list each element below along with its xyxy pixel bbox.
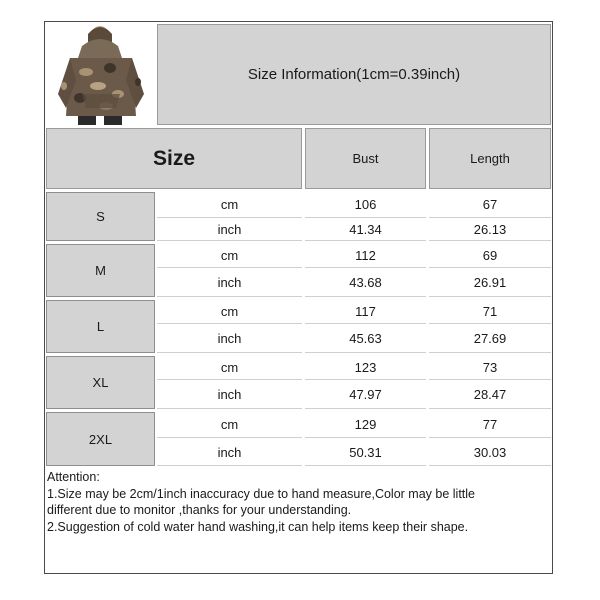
attention-line-3: 2.Suggestion of cold water hand washing,it can help items keep their shape. [47,519,469,534]
value-text: 112 [355,248,376,263]
unit-text: inch [217,331,242,346]
bust-cm-value [305,192,426,218]
size-chart [44,21,553,574]
length-inch-value [429,381,551,409]
length-inch-value [429,325,551,353]
product-photo [48,24,154,125]
value-text: 50.31 [349,444,382,460]
value-text: 26.91 [473,275,507,290]
header-bust [305,128,426,189]
header-bust-label: Bust [352,151,379,166]
bust-cm-value [305,356,426,380]
length-inch-value [429,439,551,466]
unit-text: cm [220,248,239,263]
unit-text: cm [220,304,239,319]
length-cm-value [429,300,551,324]
size-text: XL [92,375,109,390]
unit-inch [157,269,302,297]
header-length-label: Length [470,151,510,166]
value-text: 117 [355,304,376,319]
bust-inch-value [305,439,426,466]
bust-cm-value [305,412,426,438]
value-text: 28.47 [473,387,507,402]
header-size [46,128,302,189]
value-text: 67 [482,197,498,212]
unit-text: inch [217,275,242,290]
header-size-label: Size [152,146,196,170]
unit-text: cm [220,197,239,212]
bust-cm-value [305,300,426,324]
unit-text: cm [220,417,239,432]
value-text: 45.63 [349,331,382,346]
title-text: Size Information(1cm=0.39inch) [247,66,461,83]
unit-inch [157,325,302,353]
header-length [429,128,551,189]
unit-text: inch [217,444,242,460]
product-photo-image [48,24,154,125]
size-label-l [46,300,155,353]
bust-inch-value [305,269,426,297]
unit-cm [157,356,302,380]
value-text: 47.97 [349,387,382,402]
unit-text: inch [217,387,242,402]
length-inch-value [429,219,551,241]
unit-cm [157,244,302,268]
length-cm-value [429,356,551,380]
value-text: 71 [482,304,498,319]
bust-inch-value [305,325,426,353]
size-label-2xl [46,412,155,466]
unit-inch [157,439,302,466]
bust-inch-value [305,219,426,241]
value-text: 106 [354,197,377,212]
bust-inch-value [305,381,426,409]
unit-cm [157,192,302,218]
attention-line-2: different due to monitor ,thanks for your understanding. [47,503,352,517]
size-label-m [46,244,155,297]
value-text: 26.13 [473,222,507,237]
size-label-s [46,192,155,241]
value-text: 27.69 [473,331,507,346]
value-text: 77 [482,417,498,432]
value-text: 43.68 [349,275,382,290]
unit-text: cm [220,360,239,375]
attention-heading: Attention: [47,470,100,484]
size-information-title [157,24,551,125]
size-text: L [96,319,105,334]
size-text: 2XL [88,431,113,447]
bust-cm-value [305,244,426,268]
unit-cm [157,412,302,438]
size-text: M [95,263,106,278]
value-text: 123 [354,360,377,375]
length-cm-value [429,192,551,218]
attention-notes [47,469,547,535]
unit-inch [157,381,302,409]
unit-text: inch [217,222,242,237]
value-text: 69 [482,248,498,263]
size-text: S [96,209,105,224]
value-text: 30.03 [473,444,507,460]
value-text: 73 [482,360,498,375]
length-inch-value [429,269,551,297]
unit-cm [157,300,302,324]
attention-line-1: 1.Size may be 2cm/1inch inaccuracy due to hand measure,Color may be little [47,486,475,501]
size-label-xl [46,356,155,409]
length-cm-value [429,412,551,438]
unit-inch [157,219,302,241]
length-cm-value [429,244,551,268]
value-text: 129 [354,417,377,432]
value-text: 41.34 [349,222,382,237]
